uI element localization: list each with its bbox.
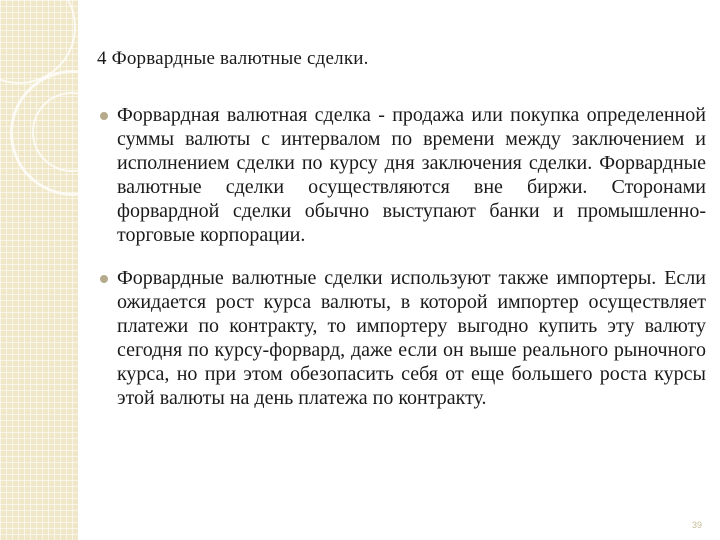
bullet-item [100,266,706,411]
bullet-dot-icon [100,275,108,283]
page-number: 39 [691,520,702,530]
bullet-list [100,103,706,410]
bullet-text: Форвардные валютные сделки используют также импортеры. Если ожидается рост курса валюты, в которой импортер осуществляет платежи по контракту, то импортеру выгодно купить эту валюту сегодня по курсу-форвард, даже если он выше реального рыночного курса, но при этом обезопасить себя от еще большего роста курсы этой валюты на день платежа по контракту. [117,266,706,410]
bullet-item [100,103,706,248]
bullet-dot-icon [100,112,108,120]
bullet-text: Форвардная валютная сделка - продажа или покупка определенной суммы валюты с интервалом по времени между заключением и исполнением сделки по курсу дня заключения сделки. Форвардные валютные сделки осуществляются вне биржи. Сторонами форвардной сделки обычно выступают банки и промышленно-торговые корпорации. [117,104,706,247]
slide-title: 4 Форвардные валютные сделки. [97,48,369,69]
decorative-side-band [0,0,78,540]
